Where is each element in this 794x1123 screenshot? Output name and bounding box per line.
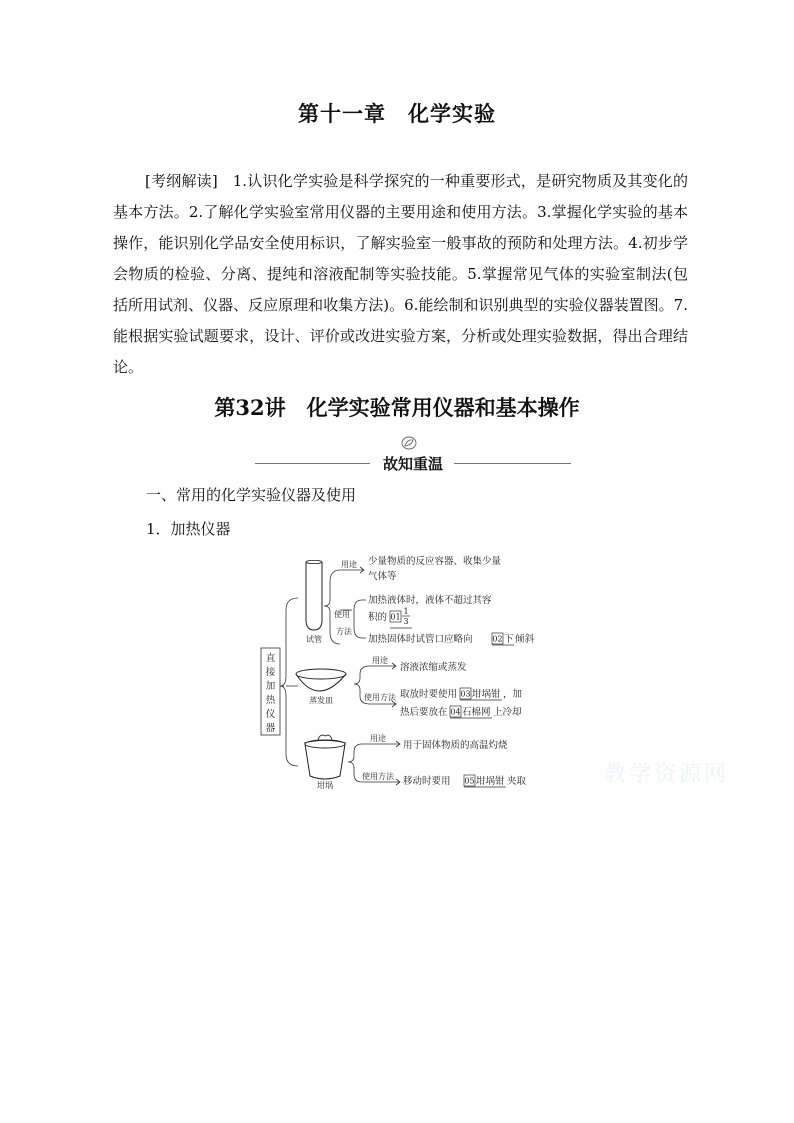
test-tube-illustration <box>306 560 322 644</box>
test-tube-method1-line1: 加热液体时，液体不超过其容 <box>368 595 492 606</box>
crucible-illustration <box>304 735 346 790</box>
test-tube-method-label-2: 方法 <box>336 627 352 636</box>
category-char: 器 <box>265 723 276 734</box>
evaporating-dish-name: 蒸发皿 <box>309 696 333 705</box>
blank-answer: 下 <box>504 634 514 645</box>
evaporating-dish-use-label: 用途 <box>372 656 388 665</box>
fraction-denominator: 3 <box>403 617 409 626</box>
crucible-use-text: 用于固体物质的高温灼烧 <box>403 740 508 751</box>
evaporating-dish-method-line1-prefix: 取放时要使用 <box>400 689 458 700</box>
leaf-icon <box>401 436 417 450</box>
subsection-heading: 1．加热仪器 <box>146 520 231 538</box>
test-tube-use-line2: 气体等 <box>368 571 397 582</box>
category-char: 加 <box>265 681 276 692</box>
crucible-method-prefix: 移动时要用 <box>403 776 451 787</box>
blank-answer: 坩埚钳 <box>472 689 501 700</box>
syllabus-label: [考纲解读] <box>145 172 218 190</box>
syllabus-text: 1.认识化学实验是科学探究的一种重要形式，是研究物质及其变化的基本方法。2.了解化学实验室常用仪器的主要用途和使用方法。3.掌握化学实验的基本操作，能识别化学品安全使用标识，了解实验室一般事故的预防和处理方法。4.初步学会物质的检验、分离、提纯和溶液配制等实验技能。5.掌握常见气体的实验室制法(包括所用试剂、仪器、反应原理和收集方法)。6.能绘制和识别典型的实验仪器装置图。7.能根据实验试题要求，设计、评价或改进实验方案，分析或处理实验数据，得出合理结论。 <box>113 172 688 376</box>
evaporating-dish-method-line1-suffix: ，加 <box>503 689 523 700</box>
review-banner <box>255 436 571 480</box>
blank-number: 02 <box>492 634 503 644</box>
test-tube-method1-prefix: 积的 <box>368 612 388 623</box>
blank-answer: 石棉网 <box>462 707 491 718</box>
chapter-title: 第十一章 化学实验 <box>298 101 496 126</box>
test-tube-method-label-1: 使用 <box>334 610 350 619</box>
category-char: 热 <box>265 695 276 706</box>
watermark: 教学资源网 <box>604 762 730 787</box>
category-char: 仪 <box>265 709 276 720</box>
syllabus-paragraph <box>113 166 688 383</box>
fraction-numerator: 1 <box>403 607 409 616</box>
test-tube-use-line1: 少量物质的反应容器、收集少量 <box>368 556 502 567</box>
test-tube-method2-suffix: 倾斜 <box>515 634 535 645</box>
evaporating-dish-illustration <box>296 669 346 705</box>
blank-answer: 坩埚钳 <box>476 776 505 787</box>
blank-number: 05 <box>464 776 475 786</box>
crucible-method-label: 使用方法 <box>362 772 394 781</box>
test-tube-method-brace <box>354 600 366 638</box>
evaporating-dish-use-text: 溶液浓缩或蒸发 <box>400 662 467 673</box>
category-char: 接 <box>265 667 276 678</box>
crucible-name: 坩埚 <box>317 781 333 790</box>
heating-instruments-diagram <box>250 548 550 793</box>
category-box <box>261 648 280 735</box>
test-tube-method2-prefix: 加热固体时试管口应略向 <box>368 634 473 645</box>
lecture-title: 第32讲 化学实验常用仪器和基本操作 <box>214 395 580 420</box>
category-char: 直 <box>265 653 276 664</box>
blank-number: 04 <box>450 707 461 717</box>
evaporating-dish-method-line2-prefix: 热后要放在 <box>400 707 448 718</box>
blank-number: 03 <box>460 689 471 699</box>
main-brace <box>280 598 298 766</box>
section-heading: 一、常用的化学实验仪器及使用 <box>146 486 357 504</box>
test-tube-name: 试管 <box>306 635 322 644</box>
blank-number: 01 <box>390 612 401 622</box>
evaporating-dish-method-line2-suffix: 上冷却 <box>493 707 522 718</box>
crucible-use-label: 用途 <box>370 734 386 743</box>
evaporating-dish-method-label: 使用方法 <box>364 693 396 702</box>
test-tube-use-label: 用途 <box>341 560 357 569</box>
review-banner-title: 故知重温 <box>382 455 443 473</box>
crucible-method-suffix: 夹取 <box>507 776 527 787</box>
